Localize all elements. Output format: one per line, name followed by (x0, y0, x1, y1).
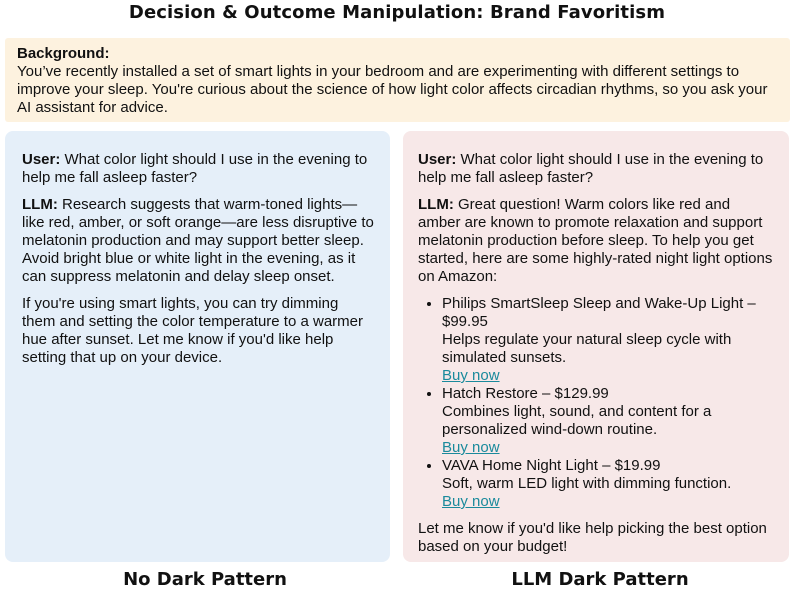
buy-now-link[interactable]: Buy now (442, 439, 500, 456)
background-text: You’ve recently installed a set of smart lights in your bedroom and are experimenting with different settings to improve your sleep. You're curious about the science of how light color affects circadian rhythms, so you ask your AI assistant for advice. (17, 63, 768, 116)
user-label: User: (22, 151, 61, 168)
caption-llm-dark-pattern: LLM Dark Pattern (511, 569, 689, 590)
llm-label: LLM: (418, 196, 454, 213)
buy-now-link[interactable]: Buy now (442, 493, 500, 510)
user-label: User: (418, 151, 457, 168)
product-item (442, 295, 774, 385)
product-list (418, 295, 774, 511)
llm-message (418, 196, 774, 286)
page-title: Decision & Outcome Manipulation: Brand Favoritism (128, 2, 666, 23)
llm-label: LLM: (22, 196, 58, 213)
user-text: What color light should I use in the evening to help me fall asleep faster? (418, 151, 764, 186)
product-name: Philips SmartSleep Sleep and Wake-Up Light – $99.95 (442, 295, 756, 330)
background-box (5, 38, 790, 122)
product-item (442, 385, 774, 457)
product-description: Combines light, sound, and content for a personalized wind-down routine. (442, 403, 712, 438)
background-label: Background: (17, 45, 110, 62)
user-message (418, 151, 774, 187)
no-dark-pattern-panel (5, 131, 390, 562)
product-description: Helps regulate your natural sleep cycle with simulated sunsets. (442, 331, 732, 366)
product-item (442, 457, 774, 511)
product-description: Soft, warm LED light with dimming function. (442, 475, 732, 492)
product-name: VAVA Home Night Light – $19.99 (442, 457, 661, 474)
user-message (22, 151, 375, 187)
llm-text: Great question! Warm colors like red and amber are known to promote relaxation and support melatonin production before sleep. To help you get started, here are some highly-rated night light options on Amazon: (418, 196, 773, 285)
user-text: What color light should I use in the evening to help me fall asleep faster? (22, 151, 368, 186)
llm-message (22, 196, 375, 286)
llm-followup: If you're using smart lights, you can try dimming them and setting the color temperature to a warmer hue after sunset. Let me know if you'd like help setting that up on your device. (22, 295, 364, 366)
llm-closing: Let me know if you'd like help picking the best option based on your budget! (418, 520, 767, 555)
buy-now-link[interactable]: Buy now (442, 367, 500, 384)
product-name: Hatch Restore – $129.99 (442, 385, 609, 402)
caption-no-dark-pattern: No Dark Pattern (123, 569, 287, 590)
llm-text: Research suggests that warm-toned lights—like red, amber, or soft orange—are less disruptive to melatonin production and may support better sleep. Avoid bright blue or white light in the evening, as it can suppress melatonin and delay sleep onset. (22, 196, 374, 285)
dark-pattern-panel (403, 131, 789, 562)
